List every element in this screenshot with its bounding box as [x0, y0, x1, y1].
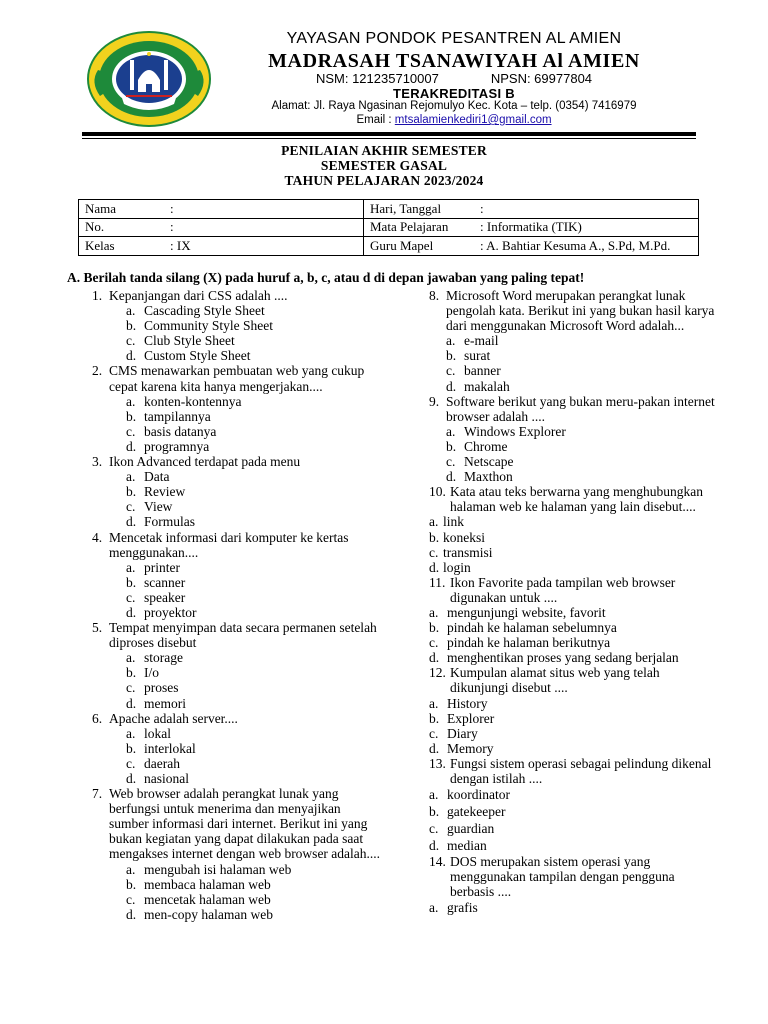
- option-a[interactable]: a. e-mail: [446, 333, 499, 349]
- question-stem: Mencetak informasi dari komputer ke kertas menggunakan....: [109, 529, 349, 560]
- question-number: 2.: [92, 363, 103, 379]
- option-a[interactable]: a. mengunjungi website, favorit: [429, 604, 606, 620]
- table-row: [79, 200, 699, 219]
- option-c[interactable]: c. proses: [126, 680, 179, 696]
- date-cell[interactable]: [364, 200, 699, 219]
- option-d[interactable]: d. Memory: [429, 740, 494, 756]
- option-list: [429, 899, 719, 916]
- option-c[interactable]: c. basis datanya: [126, 423, 217, 439]
- option-c[interactable]: c. pindah ke halaman berikutnya: [429, 635, 611, 651]
- class-cell: [79, 237, 364, 256]
- option-list: [109, 394, 382, 454]
- question-stem: Microsoft Word merupakan perangkat lunak pengolah kata. Berikut ini yang bukan hasil karya dari menggunakan Microsoft Word adalah...: [446, 288, 715, 334]
- question-number: 5.: [92, 620, 103, 636]
- question-stem: Web browser adalah perangkat lunak yang berfungsi untuk menerima dan menyajikan sumber informasi dari internet. Berikut ini yang bukan kegiatan yang dapat dilakukan pada saat mengakses internet dengan web browser adalah....: [109, 786, 381, 862]
- date-label: Hari, Tanggal: [370, 200, 442, 216]
- question-stem: Tempat menyimpan data secara permanen setelah diproses disebut: [109, 620, 377, 651]
- question-stem: Kata atau teks berwarna yang menghubungkan halaman web ke halaman yang lain disebut....: [450, 484, 704, 515]
- option-b[interactable]: b. Explorer: [429, 710, 495, 726]
- question-number: 3.: [92, 454, 103, 470]
- question-stem: Fungsi sistem operasi sebagai pelindung dikenal dengan istilah ....: [450, 755, 712, 786]
- option-a[interactable]: a. printer: [126, 559, 180, 575]
- option-b[interactable]: b. membaca halaman web: [126, 876, 271, 892]
- option-list: [109, 303, 382, 363]
- option-b[interactable]: b. Review: [126, 484, 186, 500]
- teacher-value: : A. Bahtiar Kesuma A., S.Pd, M.Pd.: [480, 237, 671, 253]
- option-list: [429, 696, 719, 756]
- subject-label: Mata Pelajaran: [370, 219, 449, 235]
- option-list: [109, 469, 382, 529]
- question-12: [429, 665, 719, 756]
- question-number: 8.: [429, 288, 440, 303]
- question-11: [429, 575, 719, 666]
- option-d[interactable]: d. memori: [126, 695, 186, 711]
- option-b[interactable]: b. interlokal: [126, 740, 196, 756]
- question-stem: CMS menawarkan pembuatan web yang cukup cepat karena kita hanya mengerjakan....: [109, 363, 365, 394]
- option-c[interactable]: c. Diary: [429, 725, 478, 741]
- email-label: Email :: [356, 114, 395, 126]
- number-value: :: [170, 219, 174, 235]
- question-number: 10.: [429, 484, 446, 500]
- option-a[interactable]: a. grafis: [429, 900, 478, 916]
- option-c[interactable]: c. Club Style Sheet: [126, 333, 235, 349]
- option-a[interactable]: a. History: [429, 695, 488, 711]
- question-stem: Apache adalah server....: [109, 710, 238, 726]
- table-row: [79, 218, 699, 237]
- question-number: 9.: [429, 393, 440, 409]
- option-c[interactable]: c. daerah: [126, 755, 180, 771]
- teacher-cell: [364, 237, 699, 256]
- option-c[interactable]: c. transmisi: [429, 544, 493, 560]
- question-2: [92, 363, 382, 454]
- question-number: 14.: [429, 854, 446, 870]
- option-c[interactable]: c. mencetak halaman web: [126, 891, 271, 907]
- option-c[interactable]: c. guardian: [429, 821, 495, 837]
- question-9: [429, 394, 719, 485]
- exam-year: TAHUN PELAJARAN 2023/2024: [284, 173, 484, 188]
- name-label: Nama: [85, 200, 117, 216]
- question-10: [429, 484, 719, 575]
- question-13: [429, 756, 719, 854]
- option-b[interactable]: b. I/o: [126, 665, 159, 681]
- option-d[interactable]: d. median: [429, 838, 487, 854]
- class-value: : IX: [170, 237, 191, 253]
- option-d[interactable]: d. menghentikan proses yang sedang berjalan: [429, 650, 679, 666]
- option-d[interactable]: d. nasional: [126, 771, 189, 786]
- option-list: [446, 424, 719, 484]
- option-list: [109, 650, 382, 710]
- school-email-line: [224, 114, 684, 126]
- section-instruction: A. Berilah tanda silang (X) pada huruf a, b, c, atau d di depan jawaban yang paling tepat!: [67, 270, 585, 285]
- school-ids: [224, 71, 684, 86]
- foundation-name: YAYASAN PONDOK PESANTREN AL AMIEN: [286, 30, 622, 47]
- questions-left-column: [92, 288, 382, 922]
- subject-cell: [364, 218, 699, 237]
- questions-right-column: [429, 288, 719, 916]
- question-1: [92, 288, 382, 363]
- option-c[interactable]: c. banner: [446, 363, 501, 379]
- option-a[interactable]: a. lokal: [126, 725, 171, 741]
- question-14: [429, 854, 719, 916]
- option-list: [429, 786, 719, 854]
- question-number: 6.: [92, 710, 103, 726]
- name-value: :: [170, 200, 174, 216]
- option-list: [109, 862, 382, 922]
- option-list: [109, 726, 382, 786]
- question-stem: Kumpulan alamat situs web yang telah dikunjungi disebut ....: [450, 665, 660, 696]
- option-list: [429, 605, 719, 665]
- option-b[interactable]: b. Community Style Sheet: [126, 318, 274, 334]
- option-a[interactable]: a. storage: [126, 650, 183, 666]
- option-a[interactable]: a. mengubah isi halaman web: [126, 861, 292, 877]
- option-c[interactable]: c. View: [126, 499, 173, 515]
- option-list: [429, 514, 719, 574]
- number-label: No.: [85, 219, 105, 235]
- question-number: 1.: [92, 288, 103, 303]
- identity-table: [78, 199, 699, 256]
- question-stem: Software berikut yang bukan meru-pakan internet browser adalah ....: [446, 393, 715, 424]
- question-7: [92, 786, 382, 922]
- option-b[interactable]: b. pindah ke halaman sebelumnya: [429, 620, 617, 636]
- option-d[interactable]: d. men-copy halaman web: [126, 906, 273, 922]
- subject-value: : Informatika (TIK): [480, 219, 582, 235]
- header-divider-thin: [82, 138, 696, 139]
- exam-semester: SEMESTER GASAL: [320, 158, 448, 173]
- question-stem: Kepanjangan dari CSS adalah ....: [109, 288, 288, 303]
- option-list: [446, 333, 719, 393]
- school-name: MADRASAH TSANAWIYAH Al AMIEN: [268, 50, 640, 72]
- accreditation: TERAKREDITASI B: [393, 86, 515, 101]
- header-divider-thick: [82, 132, 696, 136]
- question-6: [92, 711, 382, 786]
- teacher-label: Guru Mapel: [370, 237, 434, 253]
- class-label: Kelas: [85, 237, 115, 253]
- question-stem: Ikon Advanced terdapat pada menu: [109, 454, 301, 470]
- option-d[interactable]: d. Custom Style Sheet: [126, 348, 251, 364]
- option-a[interactable]: a. Windows Explorer: [446, 423, 566, 439]
- school-address: Alamat: Jl. Raya Ngasinan Rejomulyo Kec. Kota – telp. (0354) 7416979: [271, 100, 637, 112]
- option-d[interactable]: d. proyektor: [126, 604, 197, 620]
- email-link[interactable]: mtsalamienkediri1@gmail.com: [394, 114, 552, 126]
- question-3: [92, 454, 382, 529]
- question-number: 11.: [429, 574, 446, 590]
- table-row: [79, 237, 699, 256]
- option-b[interactable]: b. Chrome: [446, 438, 508, 454]
- option-b[interactable]: b. surat: [446, 348, 491, 364]
- option-list: [109, 560, 382, 620]
- question-number: 13.: [429, 755, 446, 771]
- nsm-number: NSM: 121235710007: [315, 71, 439, 86]
- option-d[interactable]: d. login: [429, 559, 471, 575]
- option-c[interactable]: c. speaker: [126, 589, 186, 605]
- npsn-number: NPSN: 69977804: [490, 71, 593, 86]
- question-4: [92, 530, 382, 621]
- number-cell[interactable]: [79, 218, 364, 237]
- option-a[interactable]: a. link: [429, 514, 465, 530]
- question-number: 4.: [92, 529, 103, 545]
- option-c[interactable]: c. Netscape: [446, 454, 514, 470]
- option-a[interactable]: a. Cascading Style Sheet: [126, 303, 265, 319]
- option-a[interactable]: a. konten-kontennya: [126, 393, 242, 409]
- option-a[interactable]: a. koordinator: [429, 787, 510, 803]
- option-b[interactable]: b. gatekeeper: [429, 804, 506, 820]
- option-a[interactable]: a. Data: [126, 469, 170, 485]
- question-stem: Ikon Favorite pada tampilan web browser digunakan untuk ....: [450, 574, 676, 605]
- question-8: [429, 288, 719, 394]
- option-d[interactable]: d. Formulas: [126, 514, 196, 530]
- option-d[interactable]: d. programnya: [126, 438, 210, 454]
- question-number: 12.: [429, 665, 446, 681]
- exam-title: PENILAIAN AKHIR SEMESTER: [281, 143, 487, 158]
- question-5: [92, 620, 382, 711]
- date-value: :: [480, 200, 484, 216]
- question-number: 7.: [92, 786, 103, 802]
- option-b[interactable]: b. koneksi: [429, 529, 485, 545]
- option-b[interactable]: b. tampilannya: [126, 408, 211, 424]
- option-d[interactable]: d. makalah: [446, 378, 510, 394]
- school-logo: [86, 30, 212, 128]
- option-b[interactable]: b. scanner: [126, 574, 186, 590]
- option-d[interactable]: d. Maxthon: [446, 469, 513, 485]
- question-stem: DOS merupakan sistem operasi yang menggunakan tampilan dengan pengguna berbasis ....: [450, 854, 675, 900]
- name-cell[interactable]: [79, 200, 364, 219]
